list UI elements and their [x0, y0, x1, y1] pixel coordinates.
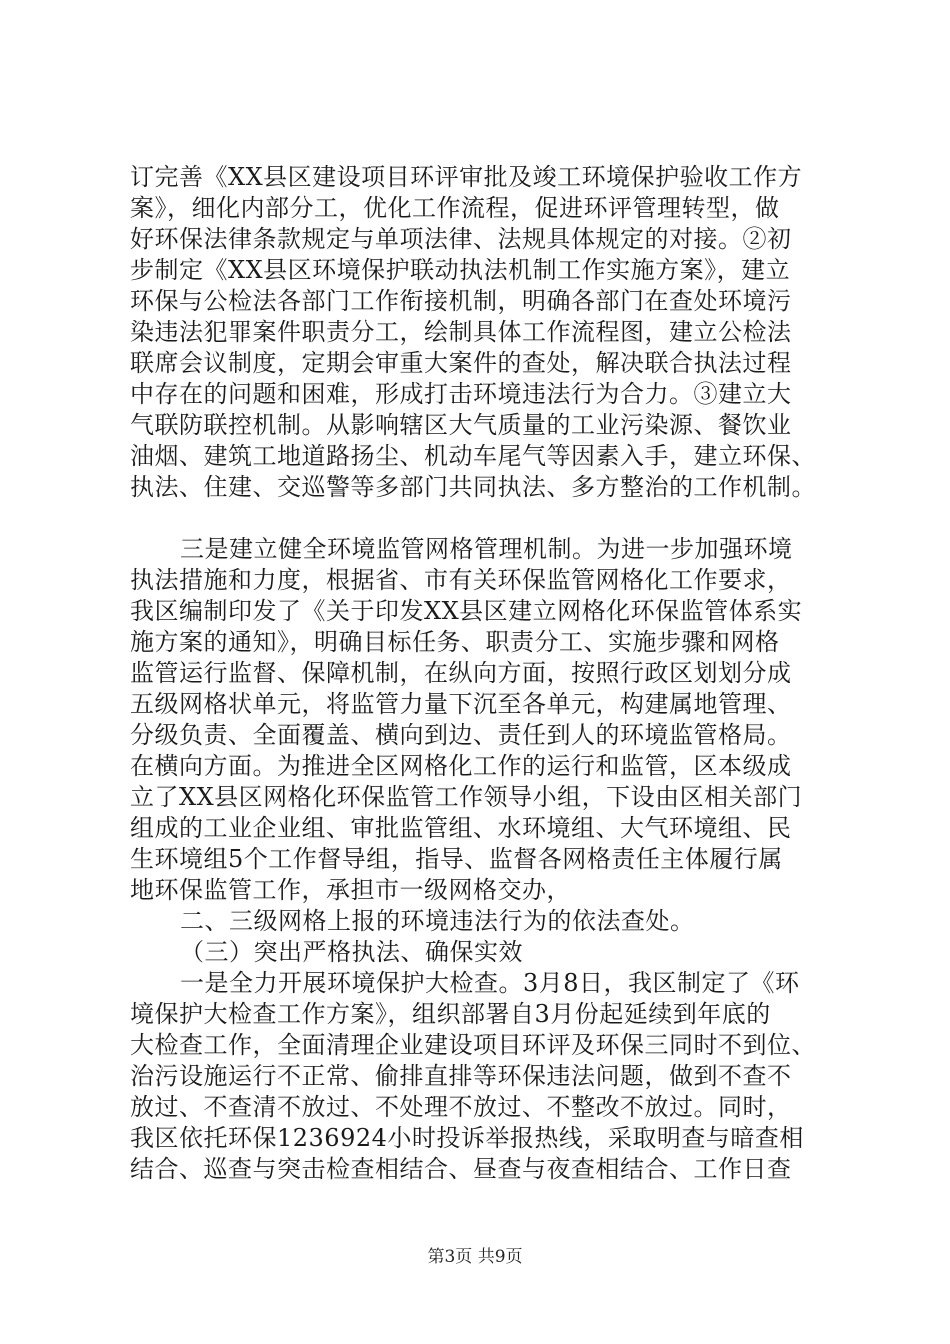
text-line: 治污设施运行不正常、偷排直排等环保违法问题，做到不查不: [130, 1062, 792, 1090]
text-line: 地环保监管工作，承担市一级网格交办，: [130, 876, 571, 904]
text-line: 中存在的问题和困难，形成打击环境违法行为合力。③建立大: [130, 380, 792, 408]
text-line: 组成的工业企业组、审批监管组、水环境组、大气环境组、民: [130, 814, 792, 842]
text-line: 我区依托环保1236924小时投诉举报热线，采取明查与暗查相: [130, 1124, 804, 1152]
paragraph-1: [130, 162, 850, 503]
text-line: 立了XX县区网格化环保监管工作领导小组，下设由区相关部门: [130, 783, 803, 811]
text-line: 油烟、建筑工地道路扬尘、机动车尾气等因素入手，建立环保、: [130, 442, 816, 470]
page-number-footer: 第3页 共9页: [427, 1247, 523, 1267]
paragraph-gap: [130, 503, 850, 534]
text-line: 在横向方面。为推进全区网格化工作的运行和监管，区本级成: [130, 752, 792, 780]
text-line: 三是建立健全环境监管网格管理机制。为进一步加强环境: [180, 535, 793, 563]
text-line: 分级负责、全面覆盖、横向到边、责任到人的环境监管格局。: [130, 721, 792, 749]
text-line: 境保护大检查工作方案》，组织部署自3月份起延续到年底的: [130, 1000, 771, 1028]
text-line: 联席会议制度，定期会审重大案件的查处，解决联合执法过程: [130, 349, 792, 377]
text-line: 结合、巡查与突击检查相结合、昼查与夜查相结合、工作日查: [130, 1155, 792, 1183]
text-line: 执法措施和力度，根据省、市有关环保监管网格化工作要求，: [130, 566, 792, 594]
paragraph-4: [130, 968, 850, 1185]
text-line: 生环境组5个工作督导组，指导、监督各网格责任主体履行属: [130, 845, 783, 873]
paragraph-2: [130, 534, 850, 906]
text-line: 大检查工作，全面清理企业建设项目环评及环保三同时不到位、: [130, 1031, 816, 1059]
section-heading: （三）突出严格执法、确保实效: [180, 938, 523, 966]
text-line: 我区编制印发了《关于印发XX县区建立网格化环保监管体系实: [130, 597, 803, 625]
text-line: 气联防联控机制。从影响辖区大气质量的工业污染源、餐饮业: [130, 411, 792, 439]
text-line: 监管运行监督、保障机制，在纵向方面，按照行政区划划分成: [130, 659, 792, 687]
text-line: 放过、不查清不放过、不处理不放过、不整改不放过。同时，: [130, 1093, 792, 1121]
text-line: 施方案的通知》，明确目标任务、职责分工、实施步骤和网格: [130, 628, 780, 656]
text-line: 步制定《XX县区环境保护联动执法机制工作实施方案》，建立: [130, 256, 791, 284]
text-line: 案》，细化内部分工，优化工作流程，促进环评管理转型，做: [130, 194, 780, 222]
text-line: 五级网格状单元，将监管力量下沉至各单元，构建属地管理、: [130, 690, 792, 718]
text-line: 环保与公检法各部门工作衔接机制，明确各部门在查处环境污: [130, 287, 792, 315]
document-body: [130, 162, 850, 1185]
text-line: 订完善《XX县区建设项目环评审批及竣工环境保护验收工作方: [130, 163, 803, 191]
text-line: 染违法犯罪案件职责分工，绘制具体工作流程图，建立公检法: [130, 318, 792, 346]
text-line: 一是全力开展环境保护大检查。3月8日，我区制定了《环: [180, 969, 800, 997]
text-line: 好环保法律条款规定与单项法律、法规具体规定的对接。②初: [130, 225, 792, 253]
paragraph-3: 二、三级网格上报的环境违法行为的依法查处。: [180, 907, 695, 935]
text-line: 执法、住建、交巡警等多部门共同执法、多方整治的工作机制。: [130, 473, 816, 501]
